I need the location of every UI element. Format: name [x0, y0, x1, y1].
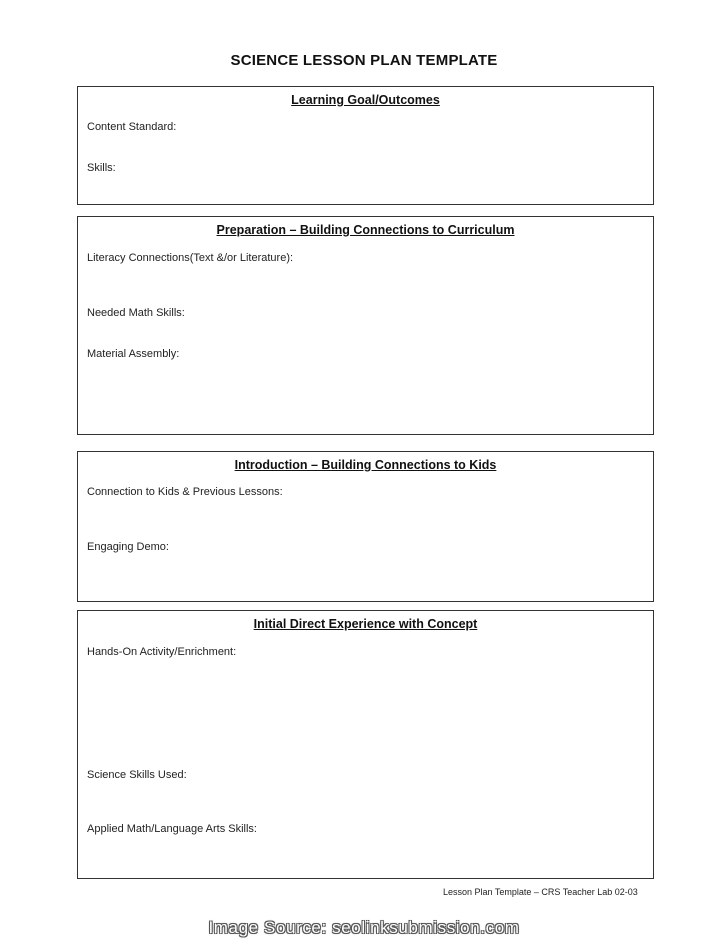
connection-to-kids-label: Connection to Kids & Previous Lessons: [87, 486, 283, 498]
needed-math-skills-label: Needed Math Skills: [87, 307, 185, 319]
hands-on-activity-label: Hands-On Activity/Enrichment: [87, 646, 237, 658]
section-heading: Preparation – Building Connections to Curriculum [216, 223, 515, 237]
section-direct-experience [77, 610, 654, 879]
material-assembly-label: Material Assembly: [87, 348, 180, 360]
document-title: SCIENCE LESSON PLAN TEMPLATE [230, 52, 498, 69]
section-heading: Initial Direct Experience with Concept [253, 617, 478, 631]
literacy-connections-label: Literacy Connections(Text &/or Literature): [87, 252, 294, 264]
skills-label: Skills: [87, 162, 116, 174]
applied-math-language-arts-label: Applied Math/Language Arts Skills: [87, 823, 257, 835]
content-standard-label: Content Standard: [87, 121, 177, 133]
image-source-watermark: Image Source: seolinksubmission.com [208, 918, 520, 937]
section-preparation [77, 216, 654, 435]
section-heading: Learning Goal/Outcomes [291, 93, 440, 107]
section-learning-goal [77, 86, 654, 205]
section-introduction [77, 451, 654, 602]
science-skills-used-label: Science Skills Used: [87, 769, 187, 781]
engaging-demo-label: Engaging Demo: [87, 541, 169, 553]
document-footer: Lesson Plan Template – CRS Teacher Lab 02-03 [443, 887, 638, 897]
section-heading: Introduction – Building Connections to Kids [234, 458, 497, 472]
